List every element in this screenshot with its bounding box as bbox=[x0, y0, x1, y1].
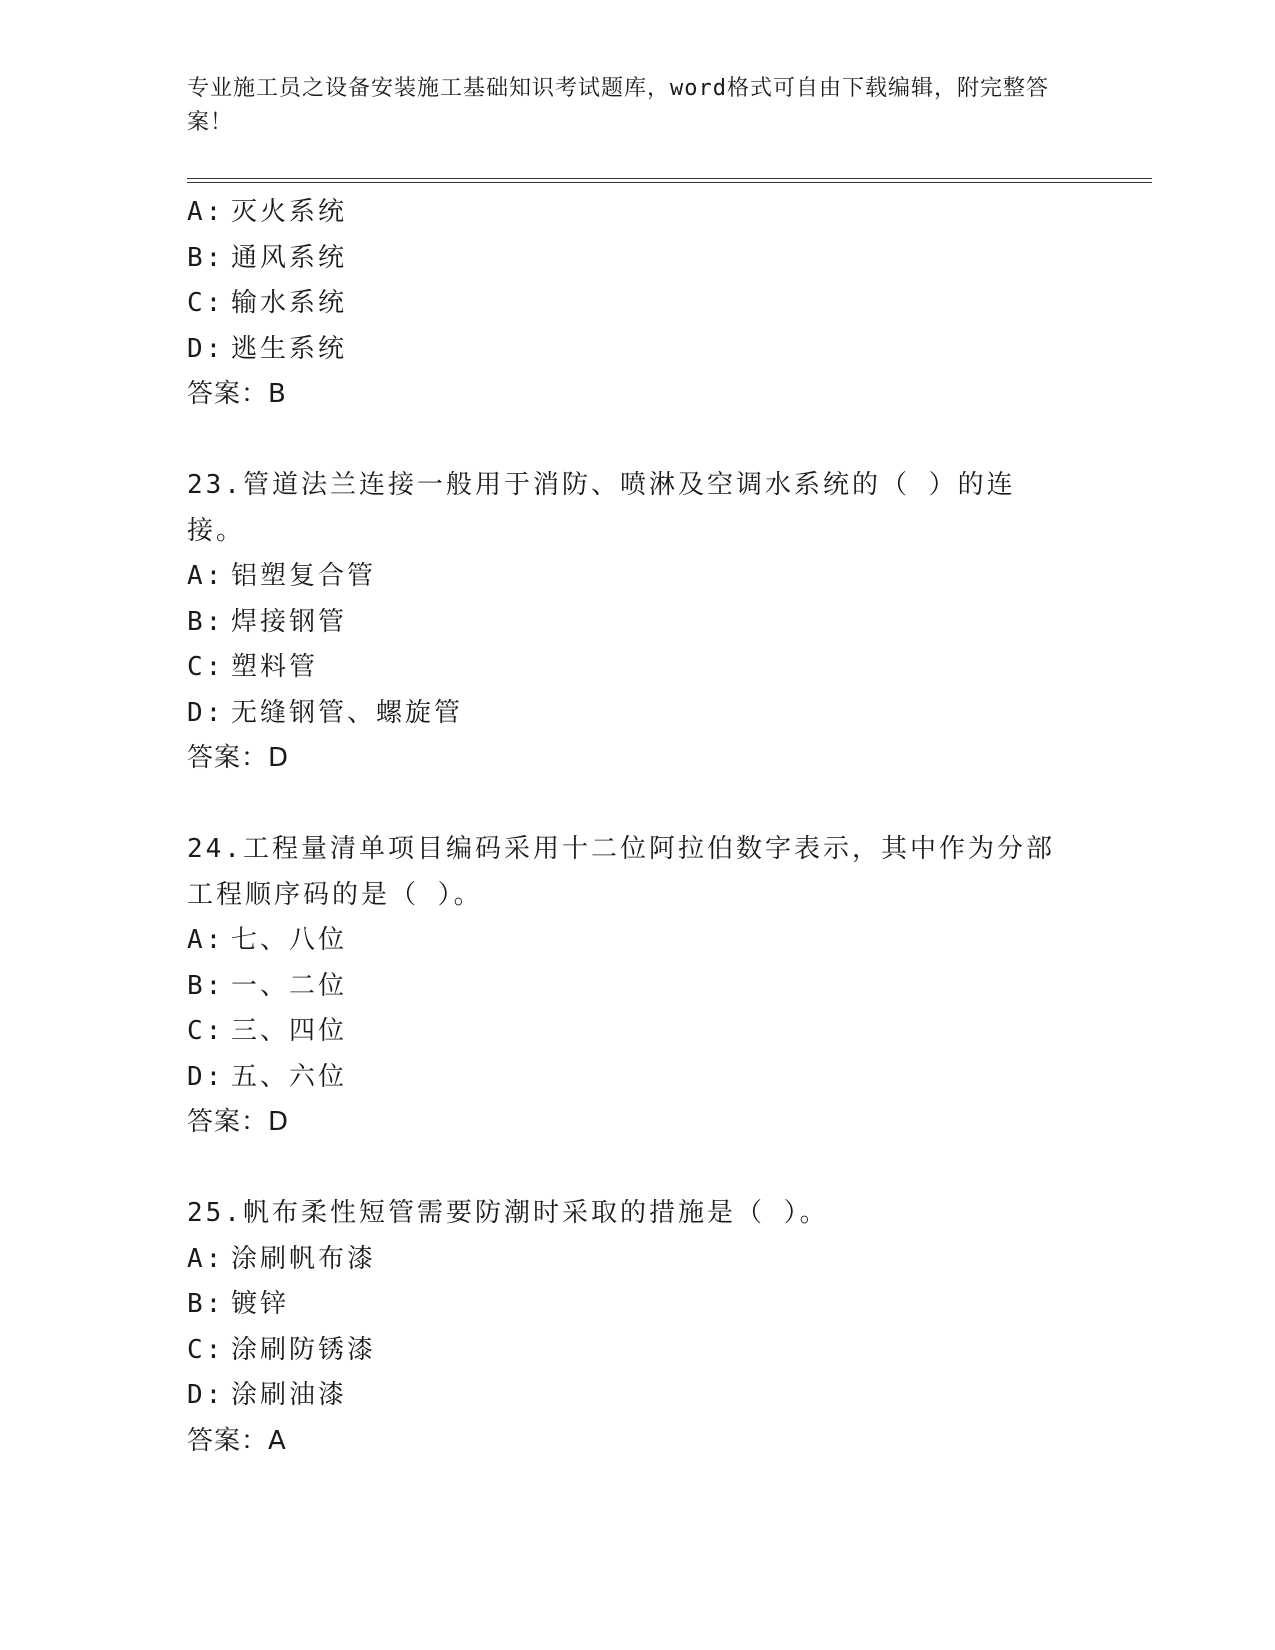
document-header: 专业施工员之设备安装施工基础知识考试题库，word格式可自由下载编辑，附完整答案！ bbox=[187, 76, 1049, 135]
question-block-25 bbox=[187, 1191, 1152, 1464]
header-divider-top bbox=[187, 178, 1152, 179]
header-divider-bottom bbox=[187, 182, 1152, 183]
question-list bbox=[187, 190, 1152, 1464]
spacer bbox=[187, 418, 1152, 464]
option-b: B: 焊接钢管 bbox=[187, 606, 348, 637]
answer-line: 答案：A bbox=[187, 1425, 287, 1456]
option-c: C: 输水系统 bbox=[187, 288, 348, 318]
option-b: B: 通风系统 bbox=[187, 242, 348, 273]
answer-line: 答案：D bbox=[187, 743, 290, 773]
option-d: D: 五、六位 bbox=[187, 1061, 348, 1092]
spacer bbox=[187, 782, 1152, 828]
option-d: D: 涂刷油漆 bbox=[187, 1380, 348, 1410]
option-d: D: 无缝钢管、螺旋管 bbox=[187, 697, 464, 728]
question-block-24 bbox=[187, 827, 1152, 1146]
option-d: D: 逃生系统 bbox=[187, 333, 348, 364]
question-block-23 bbox=[187, 463, 1152, 782]
option-a: A: 七、八位 bbox=[187, 925, 348, 955]
answer-line: 答案：D bbox=[187, 1107, 290, 1137]
question-stem: 24.工程量清单项目编码采用十二位阿拉伯数字表示，其中作为分部工程顺序码的是（ ）。 bbox=[187, 834, 1055, 910]
option-b: B: 一、二位 bbox=[187, 970, 348, 1001]
option-c: C: 涂刷防锈漆 bbox=[187, 1334, 377, 1365]
question-stem: 25.帆布柔性短管需要防潮时采取的措施是（ ）。 bbox=[187, 1198, 829, 1228]
option-a: A: 铝塑复合管 bbox=[187, 561, 377, 591]
answer-line: 答案：B bbox=[187, 379, 287, 409]
question-block-22 bbox=[187, 190, 1152, 418]
option-b: B: 镀锌 bbox=[187, 1289, 290, 1319]
option-c: C: 塑料管 bbox=[187, 652, 319, 682]
spacer bbox=[187, 1146, 1152, 1192]
question-stem: 23.管道法兰连接一般用于消防、喷淋及空调水系统的（ ）的连接。 bbox=[187, 470, 1016, 546]
option-a: A: 灭火系统 bbox=[187, 197, 348, 227]
option-a: A: 涂刷帆布漆 bbox=[187, 1243, 377, 1274]
option-c: C: 三、四位 bbox=[187, 1016, 348, 1046]
